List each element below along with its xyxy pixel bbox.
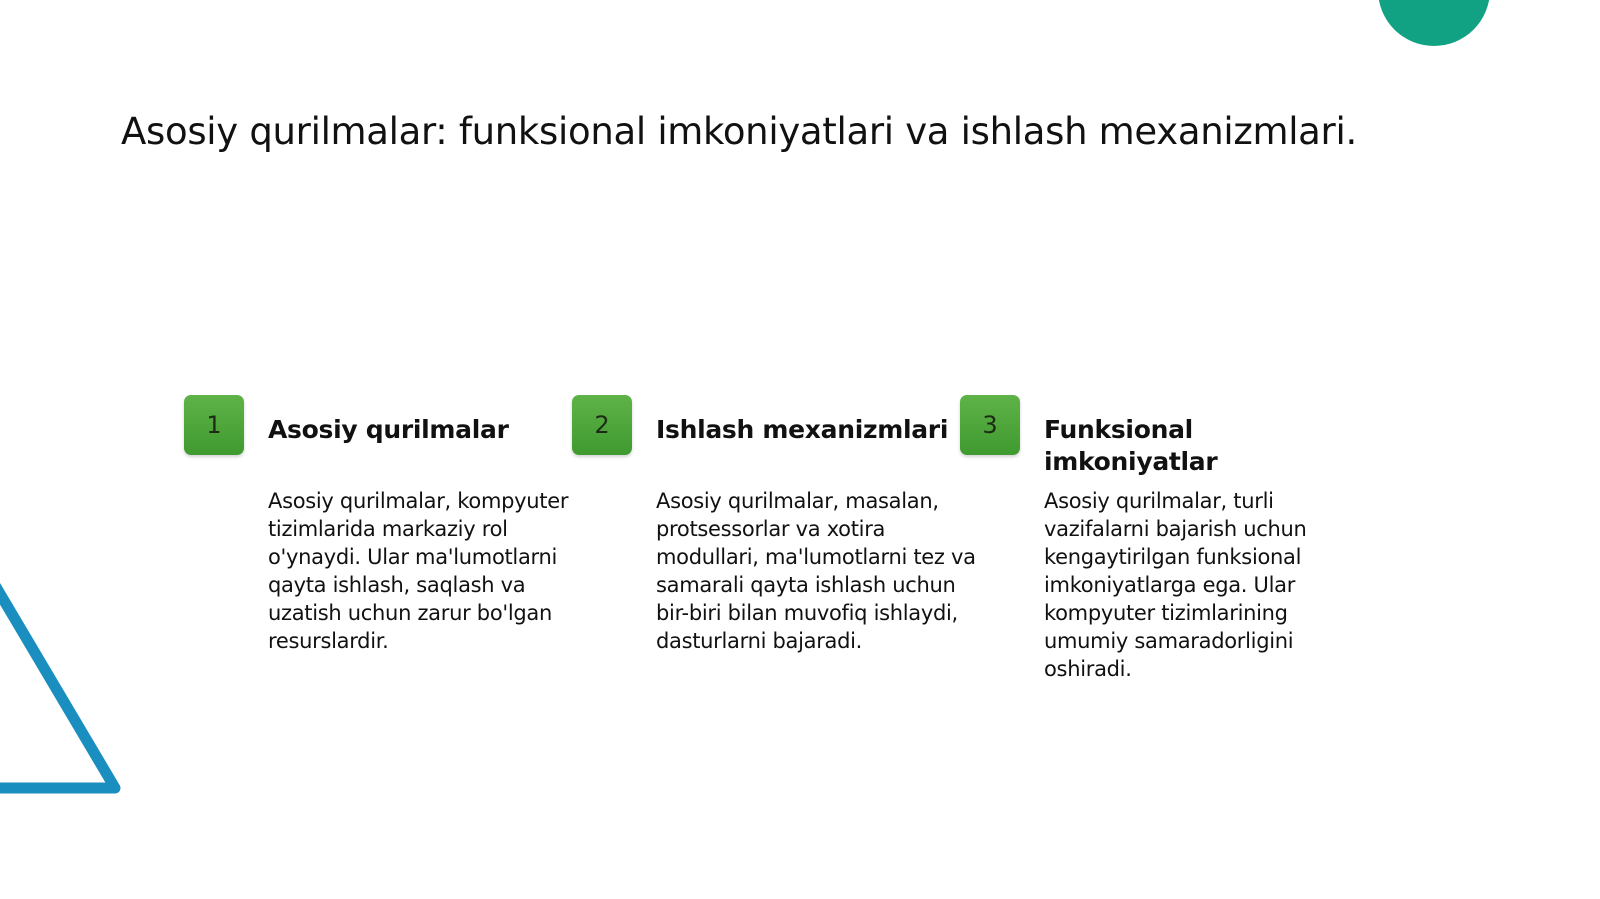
step-description: Asosiy qurilmalar, turli vazifalarni bajarish uchun kengaytirilgan funksional imkoniyatlarga ega. Ular kompyuter tizimlarining umumiy samaradorligini oshiradi. xyxy=(1044,489,1307,681)
page-title: Asosiy qurilmalar: funksional imkoniyatlari va ishlash mexanizmlari. xyxy=(121,110,1357,153)
step-number-badge: 2 xyxy=(572,395,632,455)
step-number-badge: 3 xyxy=(960,395,1020,455)
step-description: Asosiy qurilmalar, masalan, protsessorlar va xotira modullari, ma'lumotlarni tez va samarali qayta ishlash uchun bir-biri bilan muvofiq ishlaydi, dasturlarni bajaradi. xyxy=(656,489,976,653)
decorative-circle xyxy=(1378,0,1490,46)
step-card-2 xyxy=(572,395,976,695)
step-number-badge: 1 xyxy=(184,395,244,455)
step-description: Asosiy qurilmalar, kompyuter tizimlarida markaziy rol o'ynaydi. Ular ma'lumotlarni qayta ishlash, saqlash va uzatish uchun zarur bo'lgan resurslardir. xyxy=(268,489,569,653)
step-heading: Ishlash mexanizmlari xyxy=(656,415,949,444)
step-card-1 xyxy=(184,395,574,695)
step-heading: Asosiy qurilmalar xyxy=(268,415,509,444)
decorative-triangle xyxy=(0,560,140,820)
step-heading: Funksional imkoniyatlar xyxy=(1044,415,1218,476)
step-card-3 xyxy=(960,395,1350,695)
